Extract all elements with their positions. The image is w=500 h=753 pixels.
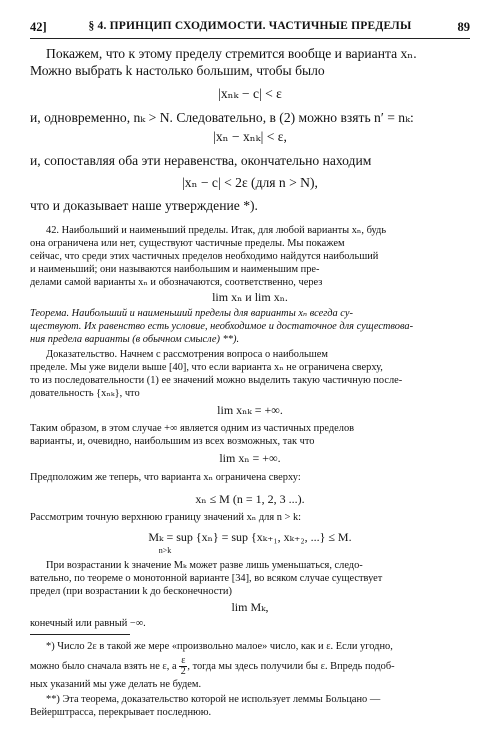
proof-block-2 xyxy=(30,422,470,448)
proof-line-3: то из последовательности (1) ее значений можно выделить такую частичную после- xyxy=(30,375,403,386)
proof-equation-3: xₙ ≤ M (n = 1, 2, 3 ...). xyxy=(195,492,305,506)
proof-equation-4: Mₖ = sup {xₙ} = sup {xₖ₊₁, xₖ₊₂, ...} ≤ M. xyxy=(148,530,352,544)
page-header xyxy=(30,20,470,36)
proof-block-3 xyxy=(30,559,470,598)
proof-line-10: вательно, по теореме о монотонной варианте [34], во всяком случае существует xyxy=(30,573,383,584)
proof-equation-2: lim xₙ = +∞. xyxy=(219,451,281,465)
proof-line-7: Предположим же теперь, что варианта xₙ ограничена сверху: xyxy=(30,472,301,483)
section-number: 42] xyxy=(30,20,47,34)
fraction-eps-over-2: $\frac{\varepsilon}{2}$ xyxy=(180,655,186,677)
proof-equation-5: lim Mₖ, xyxy=(231,600,269,614)
footnote-1-line-1: *) Число 2ε в такой же мере «произвольно малое» число, как и ε. Если угодно, xyxy=(46,641,393,652)
equation-1: |xₙₖ − c| < ε xyxy=(218,86,282,101)
s42-line-2: она ограничена или нет, существуют частичные пределы. Мы покажем xyxy=(30,238,345,249)
proof-line-2: пределе. Мы уже видели выше [40], что если варианта xₙ не ограничена сверху, xyxy=(30,362,383,373)
footnote-2-line-2: Вейерштрасса, перекрывает последнюю. xyxy=(30,707,212,718)
footnote-rule xyxy=(30,634,130,635)
s42-line-3: сейчас, что среди этих частичных пределов необходимо найдутся наибольший xyxy=(30,251,379,262)
s42-line-4: и наименьший; они называются наибольшим и наименьшим пре- xyxy=(30,264,320,275)
proof-equation-1: lim xₙₖ = +∞. xyxy=(217,403,283,417)
proof-block-1 xyxy=(30,348,470,400)
intro-line-4: и, сопоставляя оба эти неравенства, окончательно находим xyxy=(30,153,372,168)
proof-line-8: Рассмотрим точную верхнюю границу значений xₙ для n > k: xyxy=(30,512,302,523)
theorem-block xyxy=(30,307,470,346)
proof-line-9: При возрастании k значение Mₖ может разве лишь уменьшаться, следо- xyxy=(46,560,363,571)
proof-line-12: конечный или равный −∞. xyxy=(30,618,146,629)
intro-line-1: Покажем, что к этому пределу стремится вообще и варианта xₙ. xyxy=(46,46,417,61)
header-rule xyxy=(30,38,470,39)
footnote-1-line-3: ных указаний мы уже делать не будем. xyxy=(30,679,202,690)
sup-subscript: n>k xyxy=(158,546,172,555)
s42-line-5: делами самой варианты xₙ и обозначаются, соответственно, через xyxy=(30,277,323,288)
equation-2: |xₙ − xₙₖ| < ε, xyxy=(213,129,287,144)
proof-line-1: Доказательство. Начнем с рассмотрения вопроса о наибольшем xyxy=(46,349,328,360)
intro-line-2: Можно выбрать k настолько большим, чтобы было xyxy=(30,63,325,78)
section-42 xyxy=(30,224,470,289)
running-title: § 4. ПРИНЦИП СХОДИМОСТИ. ЧАСТИЧНЫЕ ПРЕДЕЛЫ xyxy=(88,20,412,32)
intro-line-5: что и доказывает наше утверждение *). xyxy=(30,198,258,213)
theorem-line-1: Теорема. Наибольший и наименьший пределы для варианты xₙ всегда су- xyxy=(30,308,353,319)
proof-line-11: предел (при возрастании k до бесконечности) xyxy=(30,586,232,597)
footnote-2-line-1: **) Эта теорема, доказательство которой не использует леммы Больцано — xyxy=(46,694,381,705)
equation-3: |xₙ − c| < 2ε (для n > N), xyxy=(182,175,318,190)
proof-line-4: довательность {xₙₖ}, что xyxy=(30,388,140,399)
footnote-1-line-2: можно было сначала взять не ε, а $\frac{\varepsilon}{2}$ , тогда мы здесь получили бы ε. Впредь подоб- xyxy=(30,655,395,677)
limsup-liminf-equation: lim xₙ и lim xₙ. xyxy=(212,290,288,304)
page-number: 89 xyxy=(457,20,470,34)
intro-line-3: и, одновременно, nₖ > N. Следовательно, в (2) можно взять n′ = nₖ: xyxy=(30,110,414,125)
proof-line-5: Таким образом, в этом случае +∞ является одним из частичных пределов xyxy=(30,423,355,434)
theorem-line-3: ния предела варианты (в обычном смысле) **). xyxy=(30,334,240,345)
proof-line-6: варианты, и, очевидно, наибольшим из всех возможных, так что xyxy=(30,436,315,447)
s42-line-1: 42. Наибольший и наименьший пределы. Итак, для любой варианты xₙ, будь xyxy=(46,225,387,236)
theorem-line-2: ществуют. Их равенство есть условие, необходимое и достаточное для существова- xyxy=(30,321,414,332)
